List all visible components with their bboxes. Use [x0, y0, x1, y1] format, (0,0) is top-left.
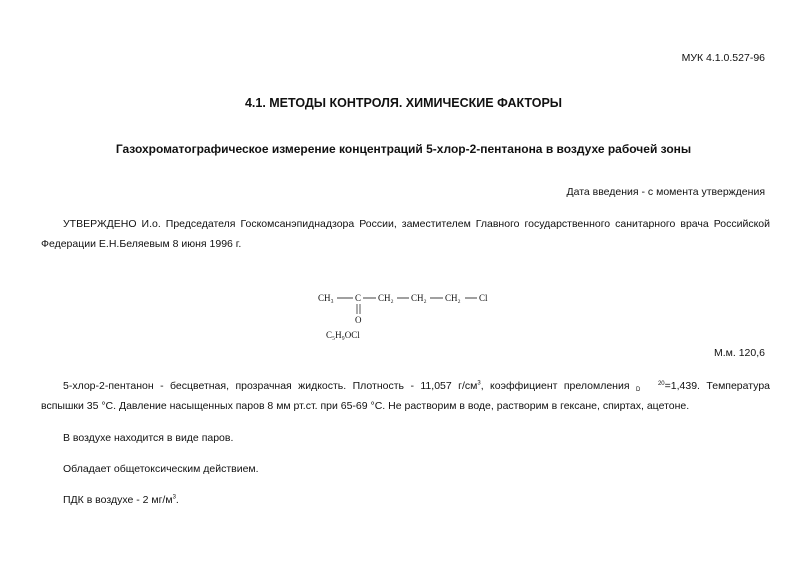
formula-atom-ch2-2: CH₂ [411, 293, 427, 303]
formula-molecular: C₅H₉OCl [326, 330, 360, 340]
properties-paragraph [41, 376, 770, 416]
toxicity-note: Обладает общетоксическим действием. [63, 463, 259, 475]
properties-text-1: 5-хлор-2-пентанон - бесцветная, прозрачная жидкость. Плотность - 11,057 г/см [63, 380, 478, 392]
properties-text-2: , коэффициент преломления [480, 380, 636, 392]
document-code: МУК 4.1.0.527-96 [681, 52, 765, 64]
formula-atom-cl: Cl [479, 293, 488, 303]
section-title: 4.1. МЕТОДЫ КОНТРОЛЯ. ХИМИЧЕСКИЕ ФАКТОРЫ [244, 96, 563, 110]
mac-suffix: . [175, 494, 179, 506]
properties-text-3: =1,439. Температура вспышки 35 °С. Давление насыщенных паров 8 мм рт.ст. при 65-69 °С. Не растворим в воде, растворим в гексане, спиртах, ацетоне. [41, 380, 770, 412]
effective-date: Дата введения - с момента утверждения [566, 186, 765, 198]
formula-atom-ch2-3: CH₂ [445, 293, 461, 303]
formula-atom-ch3: CH₃ [318, 293, 334, 303]
molar-mass: М.м. 120,6 [714, 347, 765, 359]
formula-atom-c: C [355, 293, 362, 303]
structural-formula [316, 290, 496, 342]
state-note: В воздухе находится в виде паров. [63, 432, 234, 444]
document-title: Газохроматографическое измерение концентраций 5-хлор-2-пентанона в воздухе рабочей зоны [115, 142, 692, 156]
refraction-index-notation [636, 381, 665, 393]
mac-exponent: 3 [172, 494, 176, 501]
mac-text: ПДК в воздухе - 2 мг/м [63, 494, 173, 506]
refraction-temp: 20 [657, 381, 665, 387]
formula-atom-ch2-1: CH₂ [378, 293, 394, 303]
approval-paragraph: УТВЕРЖДЕНО И.о. Председателя Госкомсанэпиднадзора России, заместителем Главного государственного санитарного врача Российской Федерации Е.Н.Беляевым 8 июня 1996 г. [41, 218, 770, 250]
refraction-line: D [635, 387, 641, 393]
formula-atom-o: O [355, 315, 362, 325]
mac-note [41, 490, 770, 510]
density-exponent: 3 [477, 380, 481, 387]
